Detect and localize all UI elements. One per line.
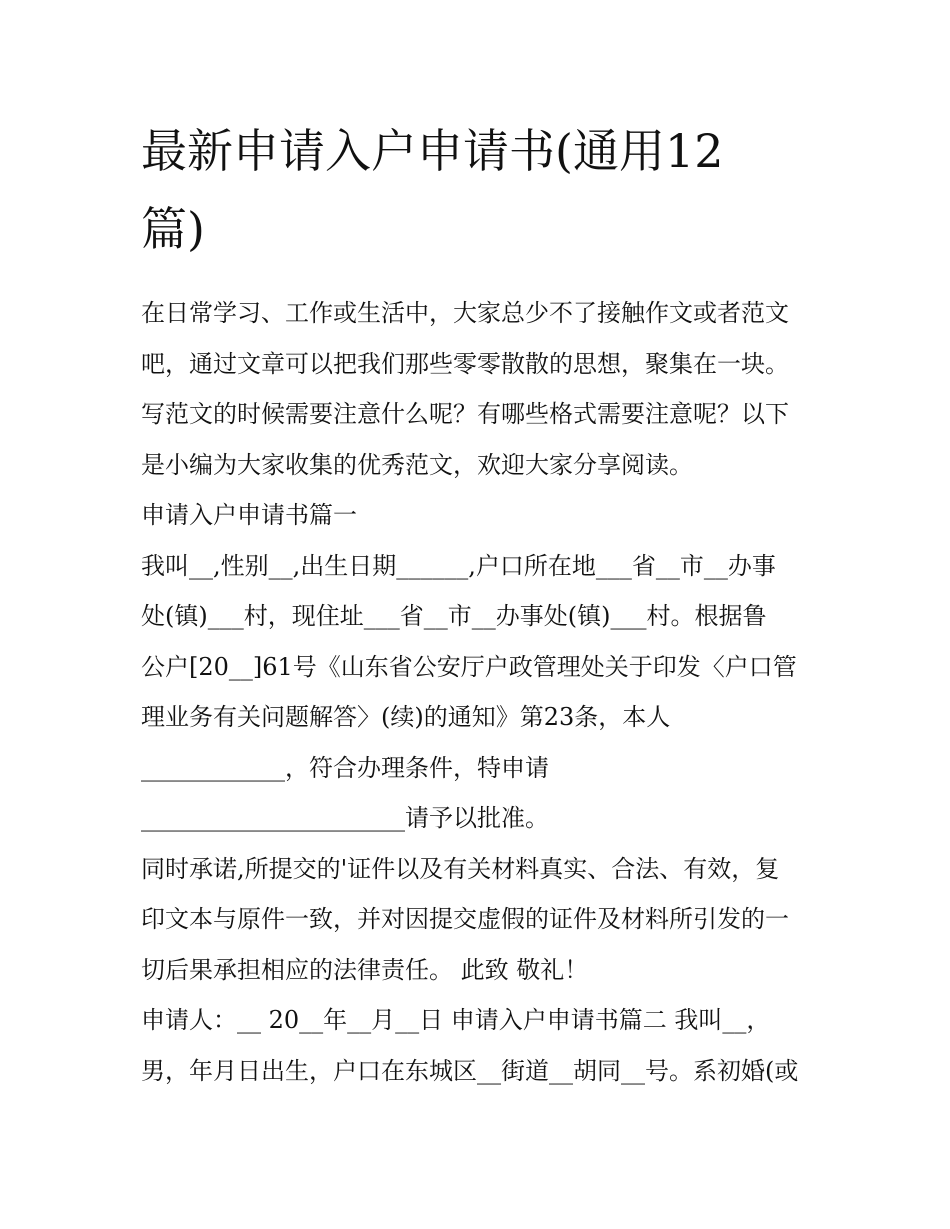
body-line: ______________________请予以批准。 — [141, 804, 549, 832]
body-line: 理业务有关问题解答〉(续)的通知》第23条，本人 — [141, 703, 671, 731]
title-line-1: 最新申请入户申请书(通用12 — [141, 124, 724, 178]
body-line: 公户[20__]61号《山东省公安厅户政管理处关于印发〈户口管 — [141, 652, 797, 681]
body-line: 吧，通过文章可以把我们那些零零散散的思想，聚集在一块。 — [141, 349, 789, 378]
body-line: 申请人：__ 20__年__月__日 申请入户申请书篇二 我叫__， — [141, 1006, 771, 1034]
document-page — [141, 112, 821, 1096]
body-line: 写范文的时候需要注意什么呢？有哪些格式需要注意呢？以下 — [141, 400, 789, 428]
body-line: 处(镇)___村，现住址___省__市__办事处(镇)___村。根据鲁 — [141, 602, 767, 630]
document-body — [141, 288, 821, 1096]
body-line: 同时承诺,所提交的'证件以及有关材料真实、合法、有效，复 — [141, 854, 780, 883]
body-line: 男，年月日出生，户口在东城区__街道__胡同__号。系初婚(或 — [141, 1056, 799, 1085]
body-line: 切后果承担相应的法律责任。 此致 敬礼！ — [141, 955, 589, 984]
document-title — [141, 112, 821, 268]
body-line: 在日常学习、工作或生活中，大家总少不了接触作文或者范文 — [141, 299, 789, 327]
body-line: 我叫__,性别__,出生日期______,户口所在地___省__市__办事 — [141, 551, 776, 580]
body-line: 印文本与原件一致，并对因提交虚假的证件及材料所引发的一 — [141, 905, 789, 933]
body-line: ____________，符合办理条件，特申请 — [141, 753, 549, 782]
section-heading-1: 申请入户申请书篇一 — [141, 501, 357, 529]
body-line: 是小编为大家收集的优秀范文，欢迎大家分享阅读。 — [141, 450, 693, 479]
title-line-2: 篇) — [141, 202, 205, 256]
